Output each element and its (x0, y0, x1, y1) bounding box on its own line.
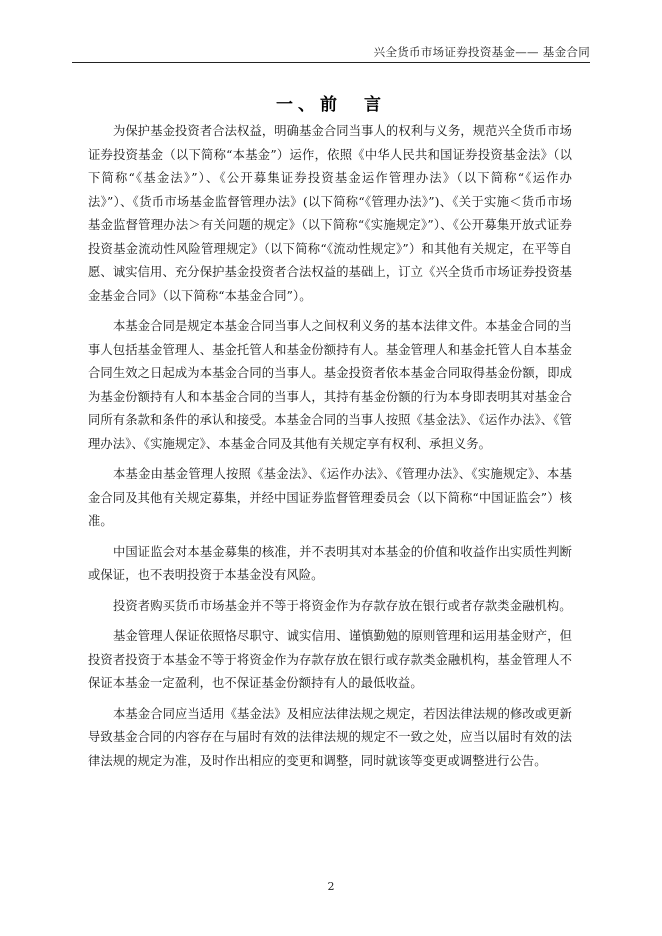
paragraph-5: 投资者购买货币市场基金并不等于将资金作为存款存放在银行或者存款类金融机构。 (113, 598, 572, 613)
paragraph-4: 中国证监会对本基金募集的核准，并不表明其对本基金的价值和收益作出实质性判断或保证，也不表明投资于本基金没有风险。 (88, 544, 572, 582)
page-number: 2 (327, 880, 335, 893)
paragraph-1: 为保护基金投资者合法权益，明确基金合同当事人的权利与义务，规范兴全货币市场证券投资基金（以下简称“本基金”）运作，依照《中华人民共和国证券投资基金法》（以下简称“《基金法》”）、《公开募集证券投资基金运作管理办法》（以下简称“《运作办法》”）、《货币市场基金监督管理办法》(以下简称“《管理办法》”)、《关于实施＜货币市场基金监督管理办法＞有关问题的规定》（以下简称“《实施规定》”）、《公开募集开放式证券投资基金流动性风险管理规定》（以下简称“《流动性规定》”）和其他有关规定，在平等自愿、诚实信用、充分保护基金投资者合法权益的基础上，订立《兴全货币市场证券投资基金基金合同》（以下简称“本基金合同”）。 (88, 124, 572, 303)
document-body (88, 120, 572, 780)
section-title: 一、前 言 (276, 95, 386, 115)
paragraph-7: 本基金合同应当适用《基金法》及相应法律法规之规定，若因法律法规的修改或更新导致基金合同的内容存在与届时有效的法律法规的规定不一致之处，应当以届时有效的法律法规的规定为准，及时作出相应的变更和调整，同时就该等变更或调整进行公告。 (88, 706, 572, 768)
paragraph-2: 本基金合同是规定本基金合同当事人之间权利义务的基本法律文件。本基金合同的当事人包括基金管理人、基金托管人和基金份额持有人。基金管理人和基金托管人自本基金合同生效之日起成为本基金合同的当事人。基金投资者依本基金合同取得基金份额，即成为基金份额持有人和本基金合同的当事人，其持有基金份额的行为本身即表明其对基金合同所有条款和条件的承认和接受。本基金合同的当事人按照《基金法》、《运作办法》、《管理办法》、《实施规定》、本基金合同及其他有关规定享有权利、承担义务。 (88, 319, 572, 451)
paragraph-3: 本基金由基金管理人按照《基金法》、《运作办法》、《管理办法》、《实施规定》、本基金合同及其他有关规定募集，并经中国证券监督管理委员会（以下简称“中国证监会”）核准。 (88, 467, 572, 528)
header-divider (72, 62, 590, 63)
running-header: 兴全货币市场证券投资基金—— 基金合同 (373, 45, 590, 59)
paragraph-6: 基金管理人保证依照恪尽职守、诚实信用、谨慎勤勉的原则管理和运用基金财产，但投资者投资于本基金不等于将资金作为存款存放在银行或存款类金融机构，基金管理人不保证本基金一定盈利，也不保证基金份额持有人的最低收益。 (88, 629, 572, 690)
